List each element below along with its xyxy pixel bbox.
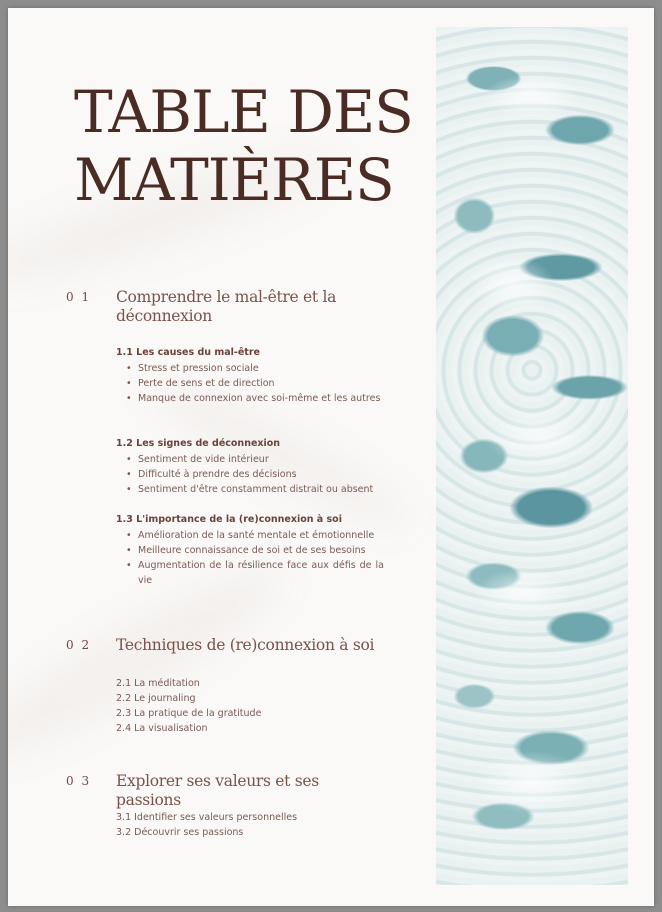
list-item: • Perte de sens et de direction: [138, 376, 384, 391]
ocean-foam-image: [436, 27, 628, 885]
section-title: Techniques de (re)connexion à soi: [116, 636, 375, 654]
subsection-1-3: [116, 513, 384, 588]
list-item: • Manque de connexion avec soi-même et les autres: [138, 391, 384, 406]
toc-entry: 2.3 La pratique de la gratitude: [116, 708, 262, 719]
toc-entry: 3.2 Découvrir ses passions: [116, 827, 244, 838]
section-number: 0 1: [66, 290, 92, 304]
toc-section-3: [66, 772, 396, 852]
toc-entry: 3.1 Identifier ses valeurs personnelles: [116, 812, 298, 823]
list-item: • Amélioration de la santé mentale et émotionnelle: [138, 528, 384, 543]
list-item: • Augmentation de la résilience face aux défis de la vie: [138, 558, 384, 588]
section-title: Explorer ses valeurs et ses passions: [116, 772, 319, 809]
subsection-items: [116, 452, 384, 497]
toc-entry: 2.4 La visualisation: [116, 723, 208, 734]
subsection-title: 1.1 Les causes du mal-être: [116, 347, 260, 358]
list-item: • Stress et pression sociale: [138, 361, 384, 376]
list-item: • Difficulté à prendre des décisions: [138, 467, 384, 482]
section-number: 0 2: [66, 638, 92, 652]
section-entries: [116, 676, 384, 736]
subsection-1-2: [116, 437, 384, 497]
list-item: • Meilleure connaissance de soi et de ses besoins: [138, 543, 384, 558]
subsection-title: 1.3 L'importance de la (re)connexion à soi: [116, 514, 342, 525]
page-title: TABLE DES MATIÈRES: [74, 78, 413, 214]
section-title: Comprendre le mal-être et la déconnexion: [116, 288, 337, 325]
list-item: • Sentiment de vide intérieur: [138, 452, 384, 467]
document-page: [8, 8, 654, 906]
toc-entry: 2.1 La méditation: [116, 678, 200, 689]
toc-section-2: [66, 636, 396, 746]
subsection-items: [116, 528, 384, 588]
list-item: • Sentiment d'être constamment distrait ou absent: [138, 482, 384, 497]
toc-section-1: [66, 288, 396, 608]
subsection-items: [116, 361, 384, 406]
subsection-title: 1.2 Les signes de déconnexion: [116, 438, 281, 449]
toc-entry: 2.2 Le journaling: [116, 693, 196, 704]
section-entries: [116, 810, 384, 840]
subsection-1-1: [116, 346, 384, 406]
section-number: 0 3: [66, 774, 92, 788]
